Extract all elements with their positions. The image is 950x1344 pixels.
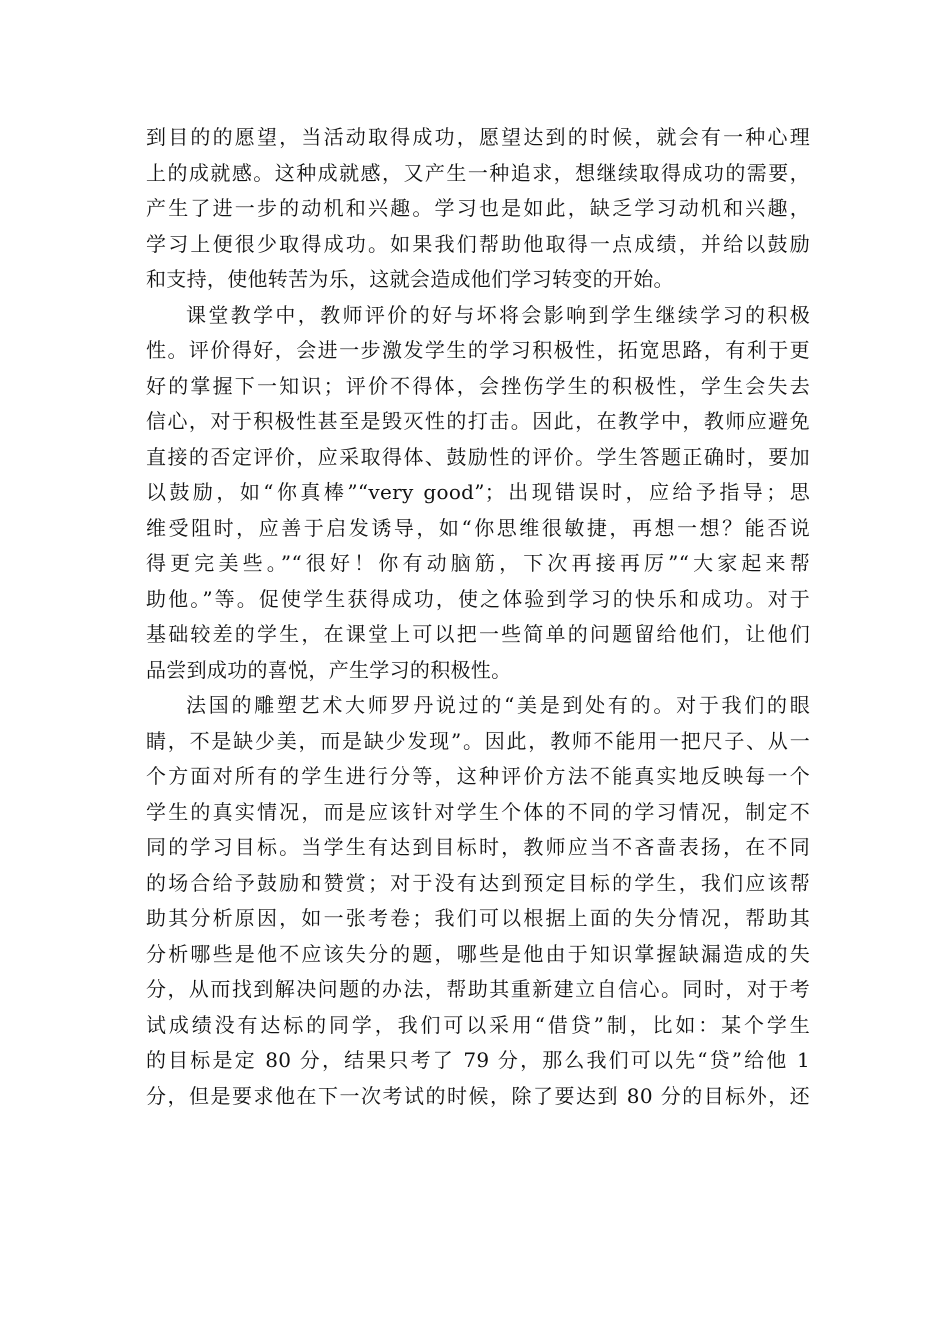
- text-line: 产生了进一步的动机和兴趣。学习也是如此，缺乏学习动机和兴趣，: [146, 196, 810, 220]
- text-line: 分，从而找到解决问题的办法，帮助其重新建立自信心。同时，对于考: [146, 977, 810, 1001]
- text-line: 个方面对所有的学生进行分等，这种评价方法不能真实地反映每一个: [146, 764, 810, 788]
- text-line: 信心，对于积极性甚至是毁灭性的打击。因此，在教学中，教师应避免: [146, 409, 810, 433]
- text-line: 分析哪些是他不应该失分的题，哪些是他由于知识掌握缺漏造成的失: [146, 941, 810, 966]
- text-line: 得更完美些。”“很好！你有动脑筋，下次再接再厉”“大家起来帮: [146, 551, 810, 575]
- text-line: 到目的的愿望，当活动取得成功，愿望达到的时候，就会有一种心理: [146, 125, 810, 149]
- body-text: [146, 120, 810, 1114]
- text-line: 同的学习目标。当学生有达到目标时，教师应当不吝啬表扬，在不同: [146, 835, 810, 859]
- text-line: 试成绩没有达标的同学，我们可以采用“借贷”制，比如：某个学生: [146, 1012, 810, 1037]
- text-line: 性。评价得好，会进一步激发学生的学习积极性，拓宽思路，有利于更: [146, 338, 810, 362]
- text-line: 好的掌握下一知识；评价不得体，会挫伤学生的积极性，学生会失去: [146, 373, 810, 398]
- text-line: 睛，不是缺少美，而是缺少发现”。因此，教师不能用一把尺子、从一: [146, 728, 810, 753]
- text-line: 学习上便很少取得成功。如果我们帮助他取得一点成绩，并给以鼓励: [146, 231, 810, 256]
- text-line: 上的成就感。这种成就感，又产生一种追求，想继续取得成功的需要，: [146, 160, 810, 185]
- text-line: 直接的否定评价，应采取得体、鼓励性的评价。学生答题正确时，要加: [146, 444, 810, 469]
- text-line: 和支持，使他转苦为乐，这就会造成他们学习转变的开始。: [146, 267, 674, 291]
- text-line: 的目标是定 80 分，结果只考了 79 分，那么我们可以先“贷”给他 1: [146, 1048, 810, 1072]
- text-line: 分，但是要求他在下一次考试的时候，除了要达到 80 分的目标外，还: [146, 1083, 810, 1108]
- text-line: 法国的雕塑艺术大师罗丹说过的“美是到处有的。对于我们的眼: [186, 693, 810, 717]
- text-line: 品尝到成功的喜悦，产生学习的积极性。: [146, 657, 512, 682]
- text-line: 的场合给予鼓励和赞赏；对于没有达到预定目标的学生，我们应该帮: [146, 870, 810, 895]
- text-line: 以鼓励，如“你真棒”“very good”；出现错误时，应给予指导；思: [146, 480, 810, 504]
- text-line: 学生的真实情况，而是应该针对学生个体的不同的学习情况，制定不: [146, 799, 810, 824]
- text-line: 课堂教学中，教师评价的好与坏将会影响到学生继续学习的积极: [186, 302, 810, 327]
- text-line: 助其分析原因，如一张考卷；我们可以根据上面的失分情况，帮助其: [146, 906, 810, 930]
- text-line: 助他。”等。促使学生获得成功，使之体验到学习的快乐和成功。对于: [146, 586, 810, 611]
- text-line: 维受阻时，应善于启发诱导，如“你思维很敏捷，再想一想？能否说: [146, 515, 810, 540]
- text-line: 基础较差的学生，在课堂上可以把一些简单的问题留给他们，让他们: [146, 622, 810, 646]
